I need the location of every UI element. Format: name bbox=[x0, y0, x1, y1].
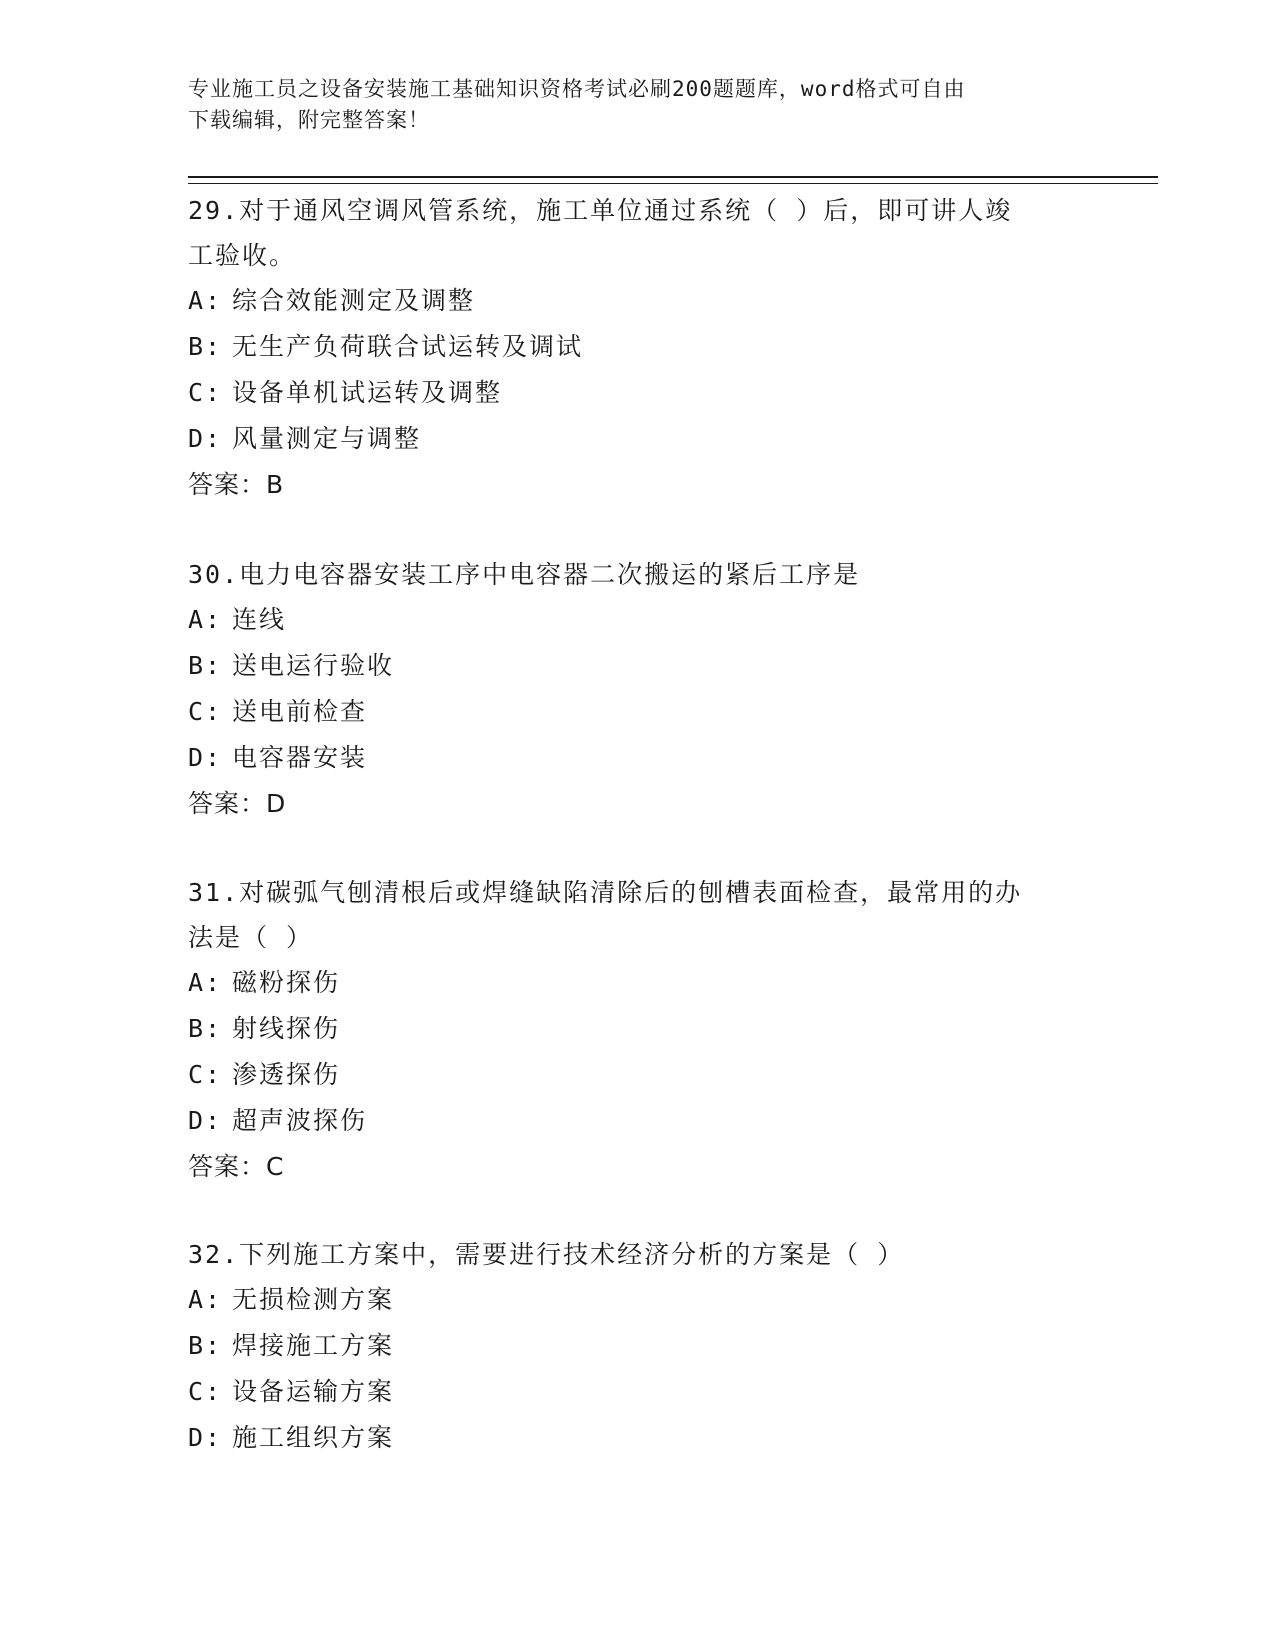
option-letter: D: bbox=[188, 743, 223, 772]
option-letter: B: bbox=[188, 1014, 223, 1043]
question-stem-line-2: 法是（ ） bbox=[188, 923, 314, 952]
question-31 bbox=[188, 870, 1088, 1190]
option-text: 送电前检查 bbox=[232, 697, 368, 726]
document-header bbox=[188, 74, 1068, 136]
option-text: 送电运行验收 bbox=[232, 651, 395, 680]
question-32 bbox=[188, 1232, 1088, 1461]
option-letter: B: bbox=[188, 332, 223, 361]
header-line-2: 下载编辑，附完整答案！ bbox=[188, 108, 430, 132]
option-text: 施工组织方案 bbox=[232, 1423, 395, 1452]
option-d bbox=[188, 1098, 1088, 1144]
question-stem-line-1: 31.对碳弧气刨清根后或焊缝缺陷清除后的刨槽表面检查，最常用的办 bbox=[188, 878, 1023, 907]
option-letter: C: bbox=[188, 697, 223, 726]
option-d bbox=[188, 416, 1088, 462]
question-stem-line-2: 工验收。 bbox=[188, 241, 297, 270]
option-letter: C: bbox=[188, 378, 223, 407]
option-text: 无生产负荷联合试运转及调试 bbox=[232, 332, 584, 361]
option-a bbox=[188, 960, 1088, 1006]
option-c bbox=[188, 689, 1088, 735]
question-stem-line-1: 30.电力电容器安装工序中电容器二次搬运的紧后工序是 bbox=[188, 560, 861, 589]
option-text: 连线 bbox=[232, 605, 287, 634]
option-c bbox=[188, 1369, 1088, 1415]
option-letter: C: bbox=[188, 1377, 223, 1406]
option-letter: A: bbox=[188, 605, 223, 634]
option-text: 综合效能测定及调整 bbox=[232, 286, 476, 315]
question-stem-line-1: 32.下列施工方案中，需要进行技术经济分析的方案是（ ） bbox=[188, 1240, 905, 1269]
header-line-1: 专业施工员之设备安装施工基础知识资格考试必刷200题题库，word格式可自由 bbox=[188, 77, 966, 101]
answer-line: 答案：D bbox=[188, 789, 287, 818]
option-d bbox=[188, 1415, 1088, 1461]
option-letter: D: bbox=[188, 424, 223, 453]
answer-line: 答案：B bbox=[188, 470, 285, 499]
document-page bbox=[188, 0, 1158, 1650]
option-letter: A: bbox=[188, 968, 223, 997]
option-b bbox=[188, 643, 1088, 689]
option-a bbox=[188, 1277, 1088, 1323]
option-b bbox=[188, 1323, 1088, 1369]
option-text: 设备单机试运转及调整 bbox=[232, 378, 503, 407]
option-letter: D: bbox=[188, 1423, 223, 1452]
answer-line: 答案：C bbox=[188, 1152, 285, 1181]
option-text: 焊接施工方案 bbox=[232, 1331, 395, 1360]
option-text: 无损检测方案 bbox=[232, 1285, 395, 1314]
option-letter: A: bbox=[188, 1285, 223, 1314]
option-b bbox=[188, 324, 1088, 370]
option-b bbox=[188, 1006, 1088, 1052]
option-text: 磁粉探伤 bbox=[232, 968, 341, 997]
option-d bbox=[188, 735, 1088, 781]
option-text: 设备运输方案 bbox=[232, 1377, 395, 1406]
option-text: 风量测定与调整 bbox=[232, 424, 422, 453]
question-30 bbox=[188, 552, 1088, 827]
header-divider bbox=[188, 176, 1158, 184]
option-text: 射线探伤 bbox=[232, 1014, 341, 1043]
option-letter: D: bbox=[188, 1106, 223, 1135]
option-text: 超声波探伤 bbox=[232, 1106, 368, 1135]
option-text: 电容器安装 bbox=[232, 743, 368, 772]
option-c bbox=[188, 1052, 1088, 1098]
option-a bbox=[188, 597, 1088, 643]
option-letter: C: bbox=[188, 1060, 223, 1089]
question-29 bbox=[188, 188, 1088, 508]
option-letter: A: bbox=[188, 286, 223, 315]
question-stem-line-1: 29.对于通风空调风管系统，施工单位通过系统（ ）后，即可讲人竣 bbox=[188, 196, 1013, 225]
option-c bbox=[188, 370, 1088, 416]
option-letter: B: bbox=[188, 1331, 223, 1360]
option-text: 渗透探伤 bbox=[232, 1060, 341, 1089]
option-letter: B: bbox=[188, 651, 223, 680]
option-a bbox=[188, 278, 1088, 324]
